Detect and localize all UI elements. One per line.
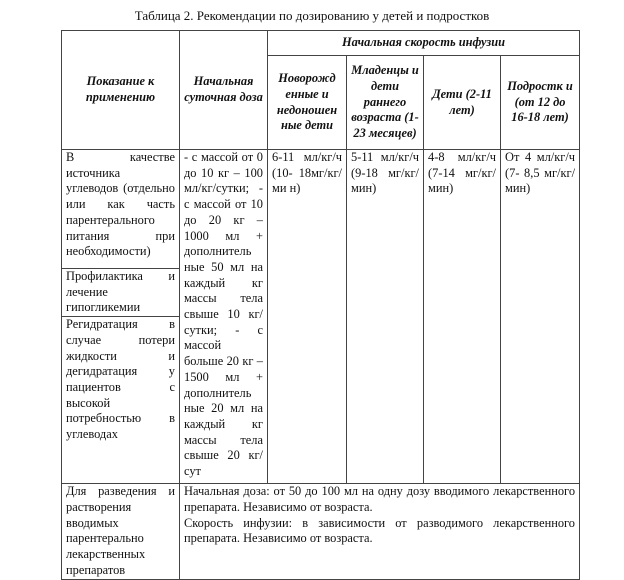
header-group-infants: Младенцы и дети раннего возраста (1-23 месяцев) [347, 56, 424, 150]
header-group-newborns: Новорожд енные и недоношен ные дети [268, 56, 347, 150]
header-group-children: Дети (2-11 лет) [424, 56, 501, 150]
daily-dose-cell: - с массой от 0 до 10 кг – 100 мл/кг/сутки; - с массой от 10 до 20 кг – 1000 мл + дополнитель ные 50 мл на каждый кг массы тела свыше 10 кг/сутки; - с массой больше 20 кг – 1500 мл + дополнитель ные 20 мл на каждый кг массы тела свыше 20 кг/сут [180, 150, 268, 484]
dosing-table [61, 30, 580, 580]
dilution-dose-text: Начальная доза: от 50 до 100 мл на одну дозу вводимого лекарственного препарата. Независимо от возраста. [184, 484, 576, 514]
rate-children: 4-8 мл/кг/ч (7-14 мг/кг/мин) [424, 150, 501, 484]
rate-newborns: 6-11 мл/кг/ч (10- 18мг/кг/ми н) [268, 150, 347, 484]
table-row [62, 484, 580, 580]
indication-dilution: Для разведения и растворения вводимых парентерально лекарственных препаратов [62, 484, 180, 580]
rate-adolescents: От 4 мл/кг/ч (7- 8,5 мг/кг/мин) [501, 150, 580, 484]
header-group-adolescents: Подростк и (от 12 до 16-18 лет) [501, 56, 580, 150]
indication-hypoglycemia: Профилактика и лечение гипогликемии [62, 269, 180, 317]
rate-infants: 5-11 мл/кг/ч (9-18 мг/кг/мин) [347, 150, 424, 484]
dilution-rate-text: Скорость инфузии: в зависимости от разводимого лекарственного препарата. Независимо от возраста. [184, 515, 576, 546]
indication-rehydration: Регидратация в случае потери жидкости и дегидратация у пациентов с высокой потребностью в углеводах [62, 317, 180, 484]
header-daily-dose: Начальная суточная доза [180, 31, 268, 150]
table-caption: Таблица 2. Рекомендации по дозированию у детей и подростков [134, 8, 490, 23]
header-infusion-rate: Начальная скорость инфузии [268, 31, 580, 56]
indication-carbohydrate-source: В качестве источника углеводов (отдельно или как часть парентерального питания при необходимости) [62, 150, 180, 269]
header-row-1 [62, 31, 580, 56]
table-row [62, 150, 580, 269]
dilution-dose-cell [180, 484, 580, 580]
header-indication: Показание к применению [62, 31, 180, 150]
